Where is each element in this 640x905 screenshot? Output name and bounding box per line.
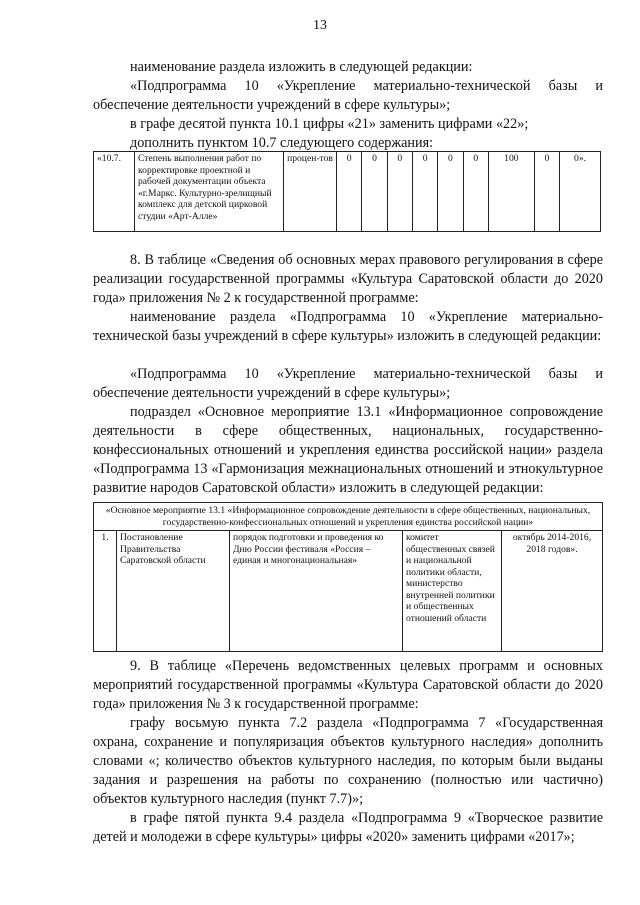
value-cell: 0 <box>337 152 362 232</box>
value-cell: 0 <box>387 152 412 232</box>
paragraph-section-name-2: наименование раздела «Подпрограмма 10 «Укрепление материально-технической базы учреждений в сфере культуры» изложить в следующей редакции: <box>93 309 603 344</box>
responsible-executor: комитет общественных связей и национальной политики области, министерство внутренней политики и общественных отношений области <box>403 531 502 652</box>
table-row <box>94 531 603 652</box>
item-number: «10.7. <box>94 152 135 232</box>
paragraph-add-item: дополнить пунктом 10.7 следующего содержания: <box>130 135 434 151</box>
paragraph-table-info: 8. В таблице «Сведения об основных мерах правового регулирования в сфере реализации государственной программы «Культура Саратовской области до 2020 года» приложения № 2 к государственной программе: <box>93 252 603 306</box>
value-cell: 100 <box>488 152 534 232</box>
paragraph-column-eight: графу восьмую пункта 7.2 раздела «Подпрограмма 7 «Государственная охрана, сохранение и популяризация объектов культурного наследия» дополнить словами «; количество объектов культурного наследия, по которым были выданы задания и разрешения на работы по сохранению (полностью или частично) объектов культурного наследия (пункт 7.7)»; <box>93 715 603 807</box>
value-cell: 0 <box>362 152 387 232</box>
value-cell: 0 <box>534 152 559 232</box>
paragraph-replace-digits: в графе десятой пункта 10.1 цифры «21» заменить цифрами «22»; <box>130 116 529 132</box>
indicator-name: Степень выполнения работ по корректировке проектной и рабочей документации объекта «г.Маркс. Культурно-зрелищный комплекс для детской цирковой студии «Арт-Алле» <box>135 152 284 232</box>
document-type: Постановление Правительства Саратовской области <box>117 531 230 652</box>
adoption-term: октябрь 2014-2016, 2018 годов». <box>502 531 603 652</box>
value-cell: 0». <box>560 152 601 232</box>
value-cell: 0 <box>438 152 463 232</box>
unit-cell: процен-тов <box>284 152 337 232</box>
page-number: 13 <box>313 18 327 33</box>
paragraph-subprogram-10: «Подпрограмма 10 «Укрепление материально-технической базы и обеспечение деятельности учреждений в сфере культуры»; <box>93 78 603 113</box>
value-cell: 0 <box>412 152 437 232</box>
measures-table <box>93 502 603 652</box>
table-header: «Основное мероприятие 13.1 «Информационное сопровождение деятельности в сфере общественных, национальных, государственно-конфессиональных отношений и укрепления единства российской нации» <box>94 503 603 531</box>
value-cell: 0 <box>463 152 488 232</box>
paragraph-subsection-13-1: подраздел «Основное мероприятие 13.1 «Информационное сопровождение деятельности в сфере общественных, национальных, государственно-конфессиональных отношений и укрепления единства российской нации» раздела «Подпрограмма 13 «Гармонизация межнациональных отношений и этнокультурное развитие народов Саратовской области» изложить в следующей редакции: <box>93 404 603 496</box>
paragraph-column-five: в графе пятой пункта 9.4 раздела «Подпрограмма 9 «Творческое развитие детей и молодежи в сфере культуры» цифры «2020» заменить цифрами «2017»; <box>93 810 603 845</box>
table-row <box>94 152 601 232</box>
indicator-table <box>93 151 601 232</box>
document-content: порядок подготовки и проведения ко Дню России фестиваля «Россия – единая и многонациональная» <box>230 531 403 652</box>
paragraph-section-name: наименование раздела изложить в следующей редакции: <box>130 59 473 75</box>
paragraph-table-programs: 9. В таблице «Перечень ведомственных целевых программ и основных мероприятий государственной программы «Культура Саратовской области до 2020 года» приложения № 3 к государственной программе: <box>93 658 603 712</box>
table-row <box>94 503 603 531</box>
item-number: 1. <box>94 531 117 652</box>
paragraph-subprogram-10-new: «Подпрограмма 10 «Укрепление материально-технической базы и обеспечение деятельности учреждений в сфере культуры»; <box>93 366 603 401</box>
